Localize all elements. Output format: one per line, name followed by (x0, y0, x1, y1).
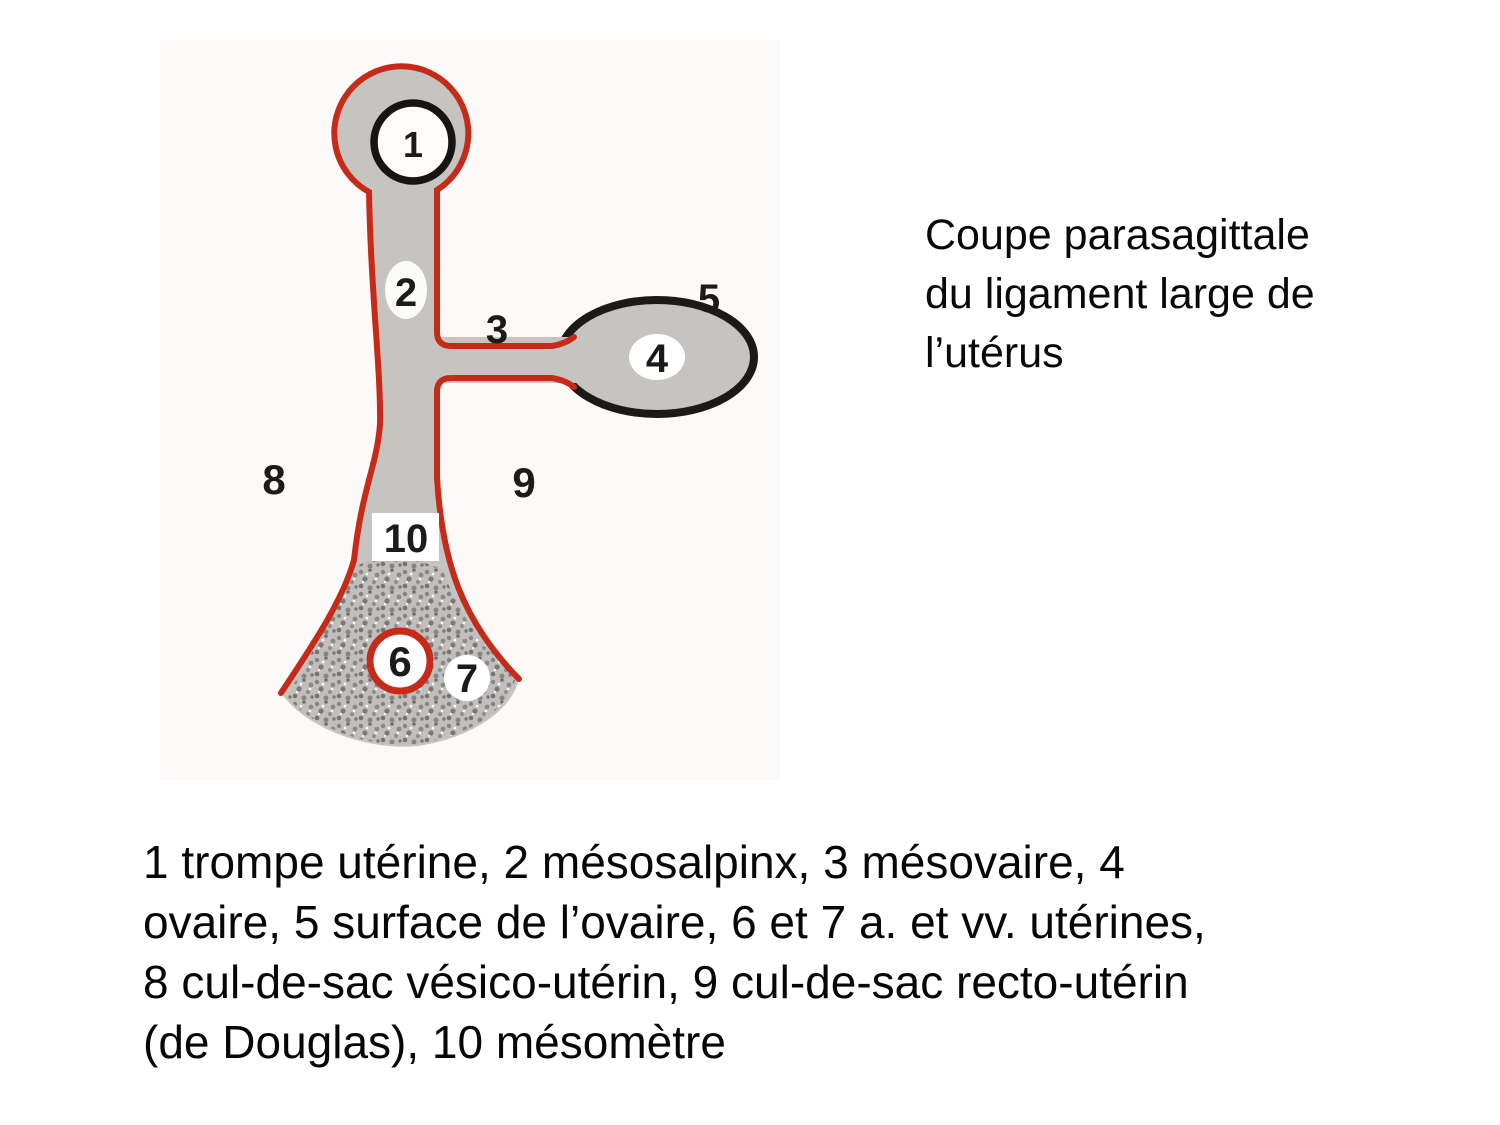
figure-label-9: 9 (512, 459, 536, 506)
figure-legend (143, 832, 1383, 1072)
broad-ligament-diagram (160, 40, 780, 780)
figure-title (925, 206, 1395, 383)
figure-label-1: 1 (402, 124, 424, 165)
anatomy-figure (160, 40, 780, 780)
legend-line-2: ovaire, 5 surface de l’ovaire, 6 et 7 a. et vv. utérines, (143, 896, 1206, 948)
legend-line-1: 1 trompe utérine, 2 mésosalpinx, 3 mésovaire, 4 (143, 836, 1125, 888)
figure-label-6: 6 (388, 638, 412, 685)
legend-line-4: (de Douglas), 10 mésomètre (143, 1016, 726, 1068)
legend-line-3: 8 cul-de-sac vésico-utérin, 9 cul-de-sac recto-utérin (143, 956, 1189, 1008)
figure-label-8: 8 (262, 456, 286, 503)
figure-label-4: 4 (645, 337, 669, 381)
figure-label-2: 2 (394, 271, 418, 315)
title-line-3: l’utérus (925, 329, 1064, 377)
figure-label-7: 7 (455, 657, 479, 701)
title-line-2: du ligament large de (925, 270, 1315, 318)
figure-label-5: 5 (697, 277, 721, 321)
title-line-1: Coupe parasagittale (925, 211, 1310, 259)
figure-label-3: 3 (485, 308, 509, 352)
figure-label-10: 10 (383, 517, 429, 561)
